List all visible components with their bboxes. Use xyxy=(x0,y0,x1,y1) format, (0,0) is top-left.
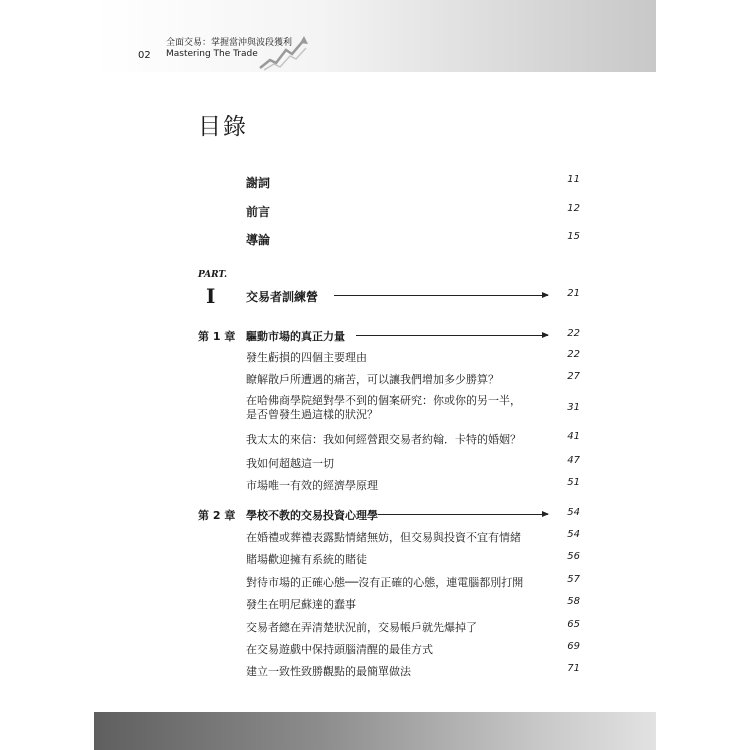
section-page: 65 xyxy=(567,619,580,630)
section-page: 54 xyxy=(567,529,580,540)
section-entry[interactable] xyxy=(0,394,750,424)
footer-bar xyxy=(94,712,656,750)
section-entry[interactable] xyxy=(0,453,750,471)
book-title-en: Mastering The Trade xyxy=(166,49,258,59)
section-label: 在交易遊戲中保持頭腦清醒的最佳方式 xyxy=(246,643,433,656)
section-page: 56 xyxy=(567,551,580,562)
part-page: 21 xyxy=(567,288,580,299)
part-entry[interactable] xyxy=(0,286,750,304)
section-label: 在婚禮或葬禮表露點情緒無妨，但交易與投資不宜有情緒 xyxy=(246,531,521,544)
part-title: 交易者訓練營 xyxy=(246,290,319,304)
chapter-label: 第 2 章 xyxy=(198,509,236,522)
section-entry[interactable] xyxy=(0,369,750,387)
chapter-page: 22 xyxy=(567,328,580,339)
section-label xyxy=(246,394,521,422)
section-page: 69 xyxy=(567,641,580,652)
section-label: 瞭解散戶所遭遇的痛苦，可以讓我們增加多少勝算？ xyxy=(246,373,499,386)
section-entry[interactable] xyxy=(0,549,750,567)
section-entry[interactable] xyxy=(0,639,750,657)
page-number: 02 xyxy=(138,50,151,61)
entry-label: 導論 xyxy=(246,233,271,247)
section-page: 71 xyxy=(567,663,580,674)
section-page: 22 xyxy=(567,349,580,360)
section-label-line1: 在哈佛商學院絕對學不到的個案研究：你或你的另一半， xyxy=(246,394,521,407)
chapter-title: 學校不教的交易投資心理學 xyxy=(246,509,378,522)
header-bar xyxy=(94,0,656,72)
section-label-line2: 是否曾發生過這樣的狀況？ xyxy=(246,408,378,421)
part-number: I xyxy=(206,284,216,308)
chapter-page: 54 xyxy=(567,507,580,518)
section-entry[interactable] xyxy=(0,527,750,545)
entry-page: 12 xyxy=(567,203,580,214)
chapter-entry[interactable] xyxy=(0,505,750,523)
section-label: 賭場歡迎擁有系統的賭徒 xyxy=(246,553,367,566)
section-page: 41 xyxy=(567,431,580,442)
toc-entry[interactable] xyxy=(0,201,750,219)
section-entry[interactable] xyxy=(0,617,750,635)
section-page: 51 xyxy=(567,477,580,488)
chapter-label: 第 1 章 xyxy=(198,330,236,343)
section-label: 我如何超越這一切 xyxy=(246,457,334,470)
book-title xyxy=(166,38,292,60)
section-label: 建立一致性致勝觀點的最簡單做法 xyxy=(246,665,411,678)
section-page: 57 xyxy=(567,574,580,585)
section-label: 發生在明尼蘇達的蠢事 xyxy=(246,598,356,611)
entry-page: 11 xyxy=(567,174,580,185)
chapter-entry[interactable] xyxy=(0,326,750,344)
section-label: 市場唯一有效的經濟學原理 xyxy=(246,479,378,492)
entry-label: 謝詞 xyxy=(246,176,271,190)
part-label: PART. xyxy=(198,270,228,280)
chapter-title: 驅動市場的真正力量 xyxy=(246,330,345,343)
section-entry[interactable] xyxy=(0,594,750,612)
section-entry[interactable] xyxy=(0,347,750,365)
section-entry[interactable] xyxy=(0,572,750,590)
entry-page: 15 xyxy=(567,231,580,242)
toc-entry[interactable] xyxy=(0,229,750,247)
section-label: 我太太的來信：我如何經營跟交易者約翰．卡特的婚姻？ xyxy=(246,433,521,446)
section-page: 31 xyxy=(567,402,580,413)
section-label: 發生虧損的四個主要理由 xyxy=(246,351,367,364)
arrow-line xyxy=(378,514,548,515)
book-title-zh: 全面交易：掌握當沖與波段獲利 xyxy=(166,38,293,48)
section-entry[interactable] xyxy=(0,475,750,493)
section-entry[interactable] xyxy=(0,661,750,679)
section-entry[interactable] xyxy=(0,429,750,447)
arrow-line xyxy=(334,295,548,296)
toc-title: 目錄 xyxy=(198,114,248,140)
section-page: 58 xyxy=(567,596,580,607)
section-label: 對待市場的正確心態──沒有正確的心態，連電腦都別打開 xyxy=(246,576,524,589)
section-page: 47 xyxy=(567,455,580,466)
toc-entry[interactable] xyxy=(0,172,750,190)
section-page: 27 xyxy=(567,371,580,382)
section-label: 交易者總在弄清楚狀況前，交易帳戶就先爆掉了 xyxy=(246,621,477,634)
arrow-line xyxy=(356,335,548,336)
entry-label: 前言 xyxy=(246,205,271,219)
